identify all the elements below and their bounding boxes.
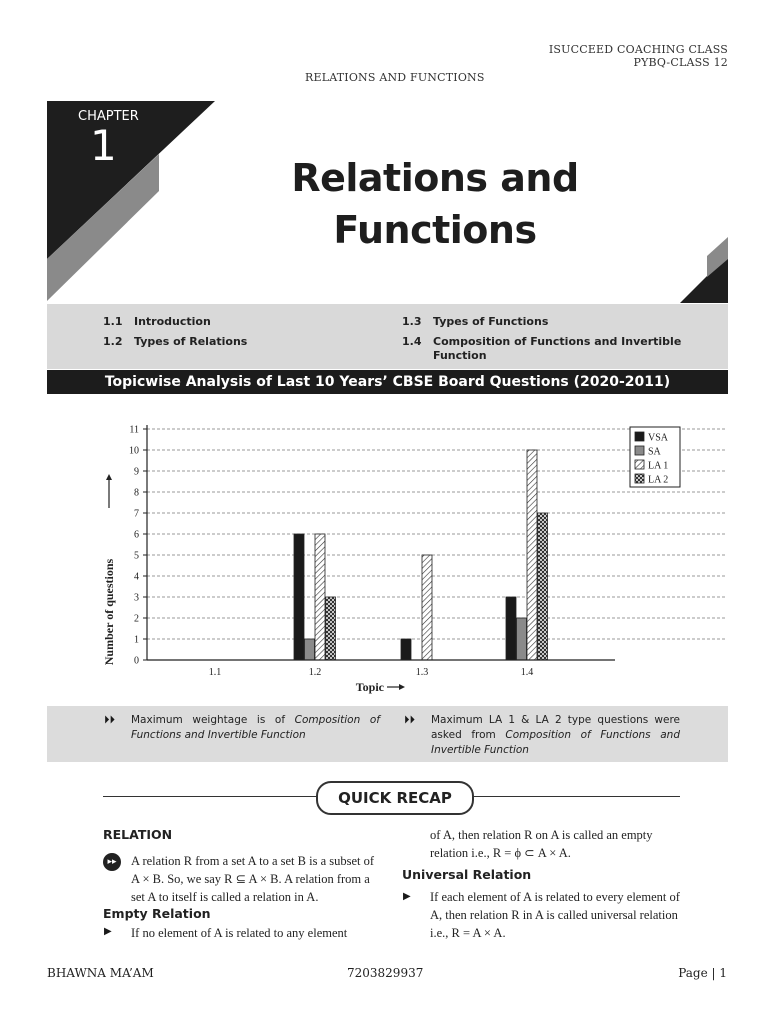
bullet-icon: ▸▸ (103, 853, 121, 871)
x-tick-label: 1.2 (308, 667, 322, 678)
note-left (131, 713, 380, 743)
bar-la-1 (422, 555, 432, 660)
y-tick-label: 0 (134, 655, 139, 667)
bar-sa (517, 618, 527, 660)
empty-relation-text: If no element of A is related to any element (131, 926, 348, 940)
chapter-title-line1: Relations and (291, 156, 579, 200)
toc-num: 1.2 (103, 335, 123, 348)
bar-la-1 (315, 534, 325, 660)
quick-recap-label: QUICK RECAP (316, 781, 474, 815)
toc-num: 1.3 (402, 315, 422, 328)
legend-swatch (635, 474, 644, 483)
y-axis-label: Number of questions (102, 558, 116, 666)
relation-heading: RELATION (103, 827, 173, 842)
legend-label: SA (648, 446, 661, 458)
empty-relation-heading: Empty Relation (103, 906, 211, 921)
toc-text: Composition of Functions and Invertible Function (433, 335, 682, 362)
y-tick-label: 3 (134, 592, 139, 604)
note-right (431, 713, 680, 758)
y-tick-label: 1 (134, 634, 139, 646)
y-tick-label: 11 (129, 424, 139, 436)
universal-relation-heading: Universal Relation (402, 867, 532, 882)
x-axis-label: Topic (355, 680, 384, 694)
note-right-emphasis: Composition of Functions and Invertible Function (431, 729, 680, 756)
y-tick-label: 8 (134, 487, 139, 499)
double-arrow-icon: ⏵⏵ (104, 713, 115, 726)
universal-relation-text: If each element of A is related to every element of A, then relation R in A is called universal relation i.e., R = A × A. (430, 890, 680, 940)
legend-label: LA 2 (648, 474, 669, 486)
footer-phone: 7203829937 (347, 966, 424, 980)
footer-author: BHAWNA MA’AM (47, 966, 154, 980)
header-center-title: RELATIONS AND FUNCTIONS (305, 71, 485, 84)
relation-definition: A relation R from a set A to a set B is a subset of A × B. So, we say R ⊆ A × B. A relation from a set A to itself is called a relation in A. (131, 854, 375, 904)
legend-swatch (635, 432, 644, 441)
bar-vsa (506, 597, 516, 660)
y-tick-label: 5 (134, 550, 139, 562)
y-tick-label: 2 (134, 613, 139, 625)
y-tick-label: 4 (134, 571, 139, 583)
toc-num: 1.1 (103, 315, 123, 328)
y-tick-label: 9 (134, 466, 139, 478)
legend-swatch (635, 446, 644, 455)
x-tick-label: 1.1 (208, 667, 222, 678)
x-tick-label: 1.4 (520, 667, 534, 678)
bar-sa (305, 639, 315, 660)
toc-text: Introduction (134, 315, 211, 328)
bar-la-1 (527, 450, 537, 660)
note-left-emphasis: Composition of Functions and Invertible Function (131, 714, 380, 741)
bar-vsa (294, 534, 304, 660)
x-tick-label: 1.3 (415, 667, 429, 678)
legend-label: LA 1 (648, 460, 669, 472)
toc-text: Types of Relations (134, 335, 248, 348)
y-axis-arrow-head (106, 474, 112, 480)
double-arrow-icon: ⏵⏵ (404, 713, 415, 726)
chapter-banner-graphic (47, 101, 728, 303)
bar-la-2 (538, 513, 548, 660)
triangle-bullet-icon: ▶ (104, 926, 112, 937)
y-tick-label: 6 (134, 529, 139, 541)
header-right (549, 43, 728, 69)
header-class: PYBQ-CLASS 12 (633, 56, 728, 69)
note-right-text: Maximum LA 1 & LA 2 type questions were asked from (431, 714, 680, 741)
header-org: ISUCCEED COACHING CLASS (548, 43, 728, 56)
analysis-title-bar: Topicwise Analysis of Last 10 Years’ CBSE Board Questions (2020-2011) (47, 370, 728, 394)
x-axis-arrow-head (399, 684, 405, 690)
empty-relation-continued: of A, then relation R on A is called an empty relation i.e., R = ϕ ⊂ A × A. (430, 828, 653, 860)
toc-num: 1.4 (402, 335, 422, 348)
toc-text: Types of Functions (433, 315, 549, 328)
legend-swatch (635, 460, 644, 469)
note-left-text: Maximum weightage is of (131, 714, 295, 726)
chapter-number: 1 (90, 121, 117, 170)
chapter-title-line2: Functions (333, 208, 537, 252)
y-tick-label: 10 (129, 445, 139, 457)
legend-label: VSA (648, 432, 669, 444)
bar-la-2 (326, 597, 336, 660)
y-tick-label: 7 (134, 508, 139, 520)
chapter-label: CHAPTER (78, 109, 139, 124)
bar-vsa (401, 639, 411, 660)
triangle-bullet-icon: ▶ (403, 891, 411, 902)
footer-page-number: Page | 1 (678, 966, 727, 980)
topic-analysis-chart (47, 400, 728, 700)
